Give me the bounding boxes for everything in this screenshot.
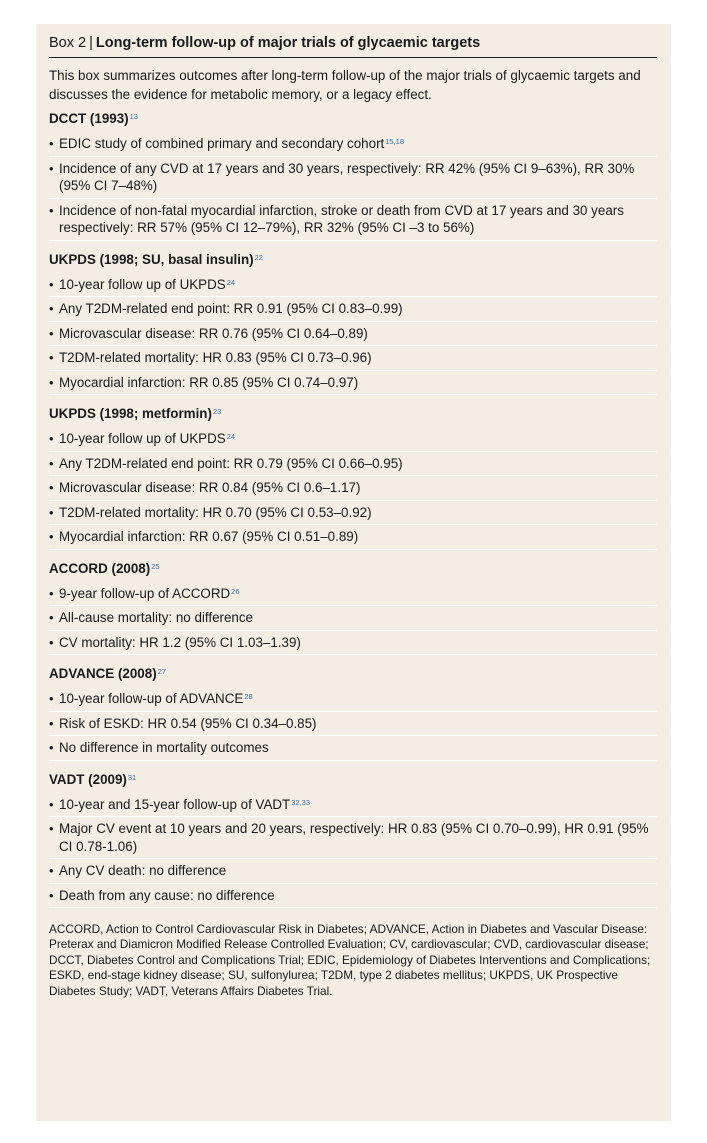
outcome-list (49, 582, 657, 656)
section-title-text: VADT (2009) (49, 771, 127, 787)
list-item-text: T2DM-related mortality: HR 0.83 (95% CI 0.73–0.96) (59, 350, 372, 365)
reference-superscript: 32,33 (291, 797, 311, 807)
list-item-text: No difference in mortality outcomes (59, 740, 269, 755)
bullet-icon: • (49, 610, 54, 625)
outcome-list (49, 273, 657, 396)
list-item-text: 10-year follow up of UKPDS (59, 276, 226, 292)
bullet-icon: • (49, 796, 54, 812)
list-item (49, 582, 657, 607)
trial-section (49, 251, 657, 396)
bullet-icon: • (49, 887, 54, 903)
list-item (49, 631, 657, 656)
list-item-text: Risk of ESKD: HR 0.54 (95% CI 0.34–0.85) (59, 715, 317, 731)
list-item-text: 10-year and 15-year follow-up of VADT (59, 796, 291, 812)
section-title-text: UKPDS (1998; metformin) (49, 406, 212, 421)
list-item-text: Major CV event at 10 years and 20 years, respectively: HR 0.83 (95% CI 0.70–0.99), HR 0.91 (95% CI 0.78-1.06) (59, 821, 649, 854)
section-title-text: ADVANCE (2008) (49, 666, 157, 681)
list-item-text: 9-year follow-up of ACCORD (59, 585, 231, 601)
list-item (49, 793, 657, 818)
box-title: Long-term follow-up of major trials of glycaemic targets (95, 35, 481, 51)
list-item (49, 476, 657, 501)
list-item (49, 132, 657, 157)
list-item (49, 322, 657, 347)
bullet-icon: • (49, 504, 54, 520)
trial-sections (49, 110, 657, 908)
box-separator: | (89, 35, 93, 51)
list-item-text: 10-year follow up of UKPDS (59, 431, 226, 446)
list-item (49, 371, 657, 396)
reference-superscript: 26 (231, 586, 240, 596)
reference-superscript: 28 (244, 692, 253, 701)
list-item-text: Myocardial infarction: RR 0.85 (95% CI 0.74–0.97) (59, 374, 359, 390)
bullet-icon: • (49, 691, 54, 706)
list-item-text: All-cause mortality: no difference (59, 610, 254, 625)
bullet-icon: • (49, 455, 54, 471)
list-item-text: 10-year follow-up of ADVANCE (59, 691, 244, 706)
bullet-icon: • (49, 431, 54, 446)
section-title (49, 771, 657, 789)
trial-section (49, 560, 657, 656)
list-item-text: CV mortality: HR 1.2 (95% CI 1.03–1.39) (59, 634, 301, 650)
bullet-icon: • (49, 740, 54, 755)
reference-superscript: 15,18 (385, 137, 405, 146)
list-item (49, 736, 657, 761)
outcome-list (49, 132, 657, 241)
reference-superscript: 24 (226, 277, 236, 287)
list-item-text: Myocardial infarction: RR 0.67 (95% CI 0.51–0.89) (59, 529, 359, 544)
list-item (49, 817, 657, 859)
bullet-icon: • (49, 202, 54, 218)
list-item-text: T2DM-related mortality: HR 0.70 (95% CI 0.53–0.92) (59, 504, 372, 520)
trial-section (49, 110, 657, 241)
section-title (49, 560, 657, 578)
list-item-text: Any CV death: no difference (59, 863, 227, 878)
section-title (49, 110, 657, 128)
bullet-icon: • (49, 529, 54, 544)
list-item (49, 427, 657, 452)
bullet-icon: • (49, 301, 54, 316)
reference-superscript: 22 (254, 252, 263, 262)
list-item (49, 452, 657, 477)
bullet-icon: • (49, 374, 54, 390)
bullet-icon: • (49, 350, 54, 365)
reference-superscript: 25 (151, 561, 160, 571)
list-item (49, 884, 657, 909)
bullet-icon: • (49, 160, 54, 176)
list-item (49, 501, 657, 526)
list-item (49, 346, 657, 371)
box-2-panel (36, 24, 671, 1121)
list-item-text: Incidence of non-fatal myocardial infarction, stroke or death from CVD at 17 years and 30 years respectively: RR 57% (95% CI 12–79%), RR 32% (95% CI –3 to 56%) (59, 202, 624, 235)
section-title (49, 405, 657, 423)
bullet-icon: • (49, 276, 54, 292)
list-item (49, 297, 657, 322)
list-item-text: Any T2DM-related end point: RR 0.79 (95% CI 0.66–0.95) (59, 455, 403, 471)
bullet-icon: • (49, 136, 54, 151)
bullet-icon: • (49, 821, 54, 836)
reference-superscript: 13 (129, 112, 138, 121)
trial-section (49, 405, 657, 550)
bullet-icon: • (49, 634, 54, 650)
list-item-text: EDIC study of combined primary and secondary cohort (59, 136, 385, 151)
reference-superscript: 27 (157, 667, 166, 676)
box-label: Box 2 (49, 35, 87, 51)
list-item-text: Incidence of any CVD at 17 years and 30 years, respectively: RR 42% (95% CI 9–63%), RR 30% (95% CI 7–48%) (59, 160, 635, 193)
section-title (49, 251, 657, 269)
list-item-text: Death from any cause: no difference (59, 887, 275, 903)
trial-section (49, 665, 657, 761)
list-item (49, 606, 657, 631)
outcome-list (49, 427, 657, 550)
list-item (49, 712, 657, 737)
list-item (49, 199, 657, 241)
outcome-list (49, 687, 657, 761)
bullet-icon: • (49, 480, 54, 495)
bullet-icon: • (49, 863, 54, 878)
bullet-icon: • (49, 715, 54, 731)
list-item (49, 859, 657, 884)
list-item-text: Any T2DM-related end point: RR 0.91 (95% CI 0.83–0.99) (59, 301, 403, 316)
reference-superscript: 24 (226, 432, 236, 441)
abbreviations-footnote: ACCORD, Action to Control Cardiovascular Risk in Diabetes; ADVANCE, Action in Diabetes and Vascular Disease: Preterax and Diamicron Modified Release Controlled Evaluation; CV, cardiovascular; CVD, cardiovascular disease; DCCT, Diabetes Control and Complications Trial; EDIC, Epidemiology of Diabetes Interventions and Complications; ESKD, end-stage kidney disease; SU, sulfonylurea; T2DM, type 2 diabetes mellitus; UKPDS, UK Prospective Diabetes Study; VADT, Veterans Affairs Diabetes Trial. (49, 922, 651, 998)
box-header (49, 34, 657, 58)
list-item (49, 687, 657, 712)
section-title-text: ACCORD (2008) (49, 560, 151, 576)
reference-superscript: 31 (127, 772, 137, 782)
list-item (49, 157, 657, 199)
bullet-icon: • (49, 325, 54, 341)
box-intro: This box summarizes outcomes after long-term follow-up of the major trials of glycaemic targets and discusses the evidence for metabolic memory, or a legacy effect. (49, 68, 641, 102)
section-title-text: UKPDS (1998; SU, basal insulin) (49, 251, 254, 267)
list-item (49, 273, 657, 298)
outcome-list (49, 793, 657, 909)
list-item-text: Microvascular disease: RR 0.84 (95% CI 0.6–1.17) (59, 480, 361, 495)
bullet-icon: • (49, 585, 54, 601)
list-item-text: Microvascular disease: RR 0.76 (95% CI 0.64–0.89) (59, 325, 368, 341)
trial-section (49, 771, 657, 909)
reference-superscript: 23 (212, 407, 222, 416)
list-item (49, 525, 657, 550)
section-title-text: DCCT (1993) (49, 111, 129, 126)
section-title (49, 665, 657, 683)
